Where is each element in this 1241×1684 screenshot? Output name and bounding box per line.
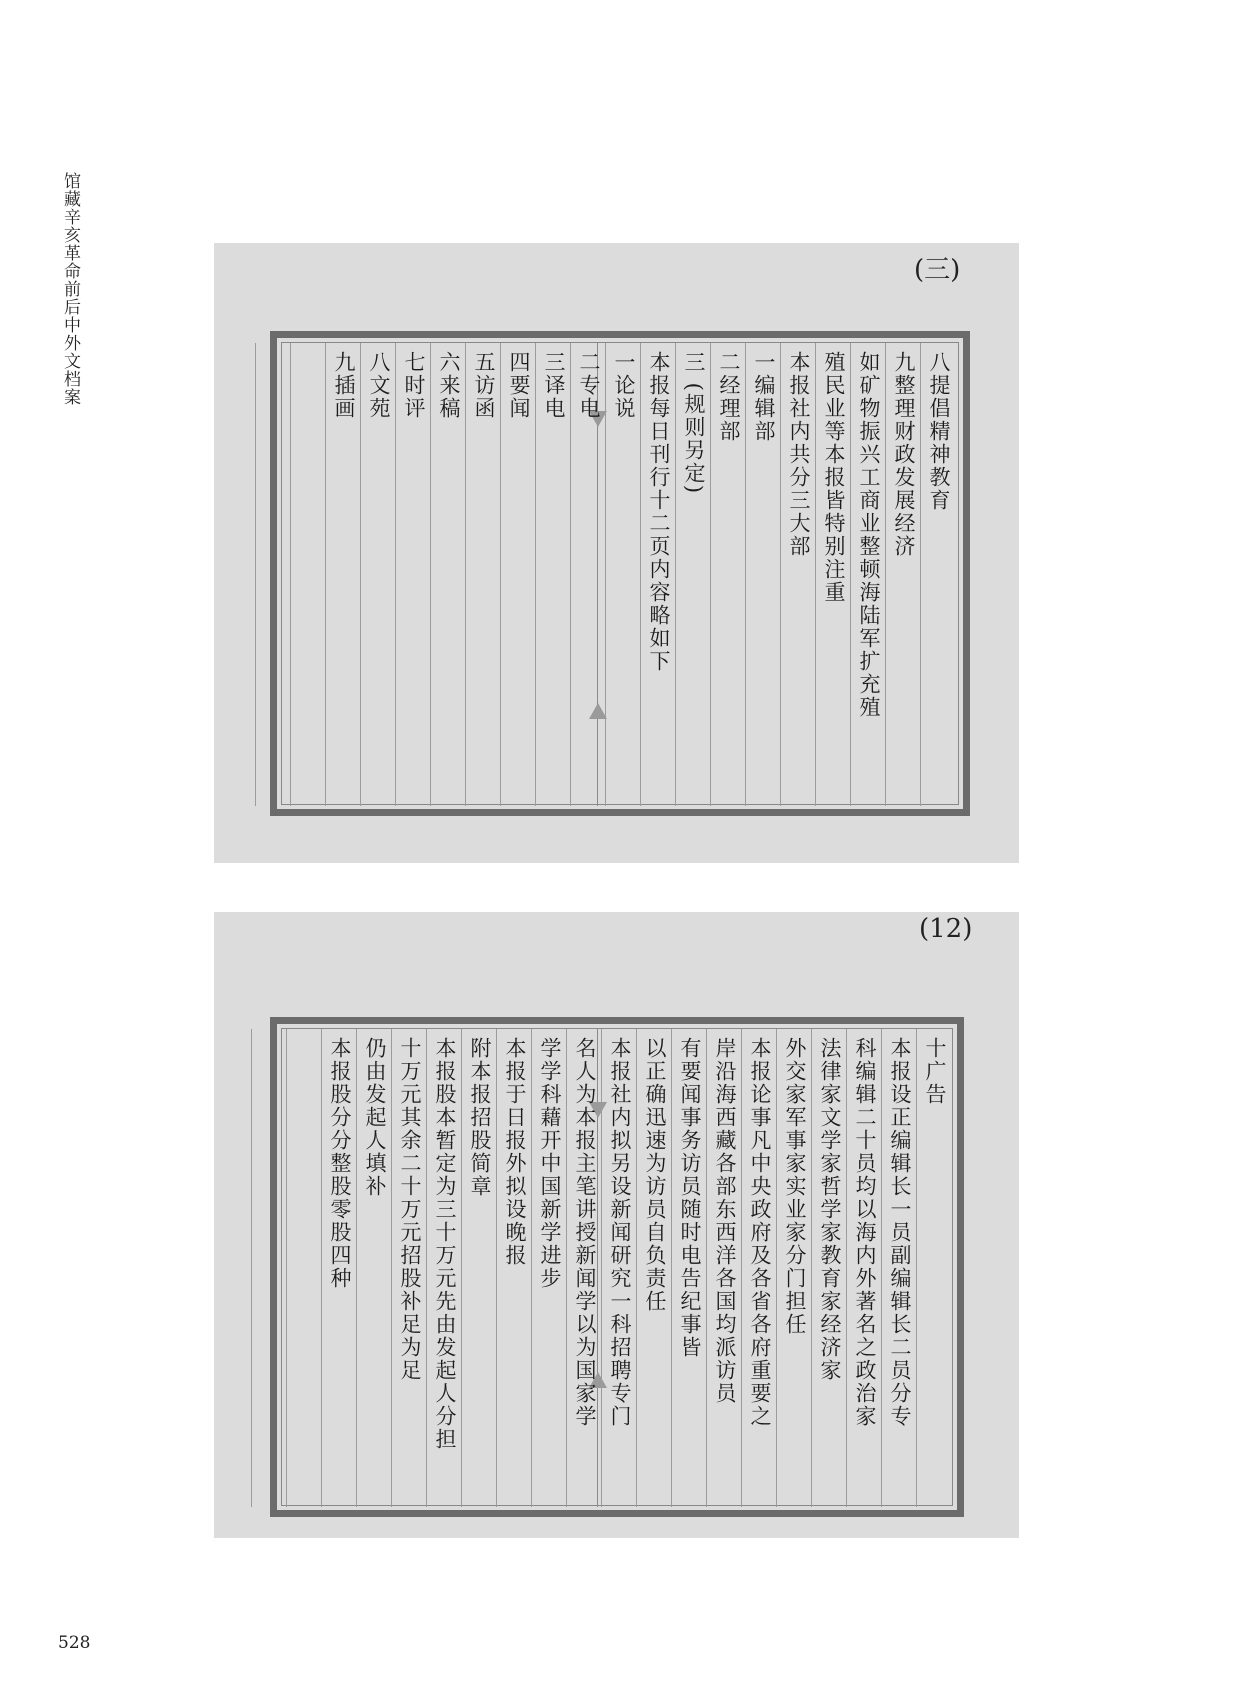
text-column [286, 1029, 321, 1507]
text-column: 如矿物振兴工商业整顿海陆军扩充殖 [850, 343, 885, 806]
text-column: 外交家军事家实业家分门担任 [776, 1029, 811, 1507]
text-column: 三 (规则另定) [675, 343, 710, 806]
text-column: 附本报招股简章 [461, 1029, 496, 1507]
text-column: 八提倡精神教育 [920, 343, 955, 806]
text-column: 四要闻 [500, 343, 535, 806]
text-column: 科编辑二十员均以海内外著名之政治家 [846, 1029, 881, 1507]
text-column: 学学科藉开中国新学进步 [531, 1029, 566, 1507]
text-column: 岸沿海西藏各部东西洋各国均派访员 [706, 1029, 741, 1507]
text-column: 名人为本报主笔讲授新闻学以为国家学 [566, 1029, 601, 1507]
text-column: 五访函 [465, 343, 500, 806]
document-page-photo [214, 243, 1019, 863]
text-column: 本报社内拟另设新闻研究一科招聘专门 [601, 1029, 636, 1507]
text-column: 本报设正编辑长一员副编辑长二员分专 [881, 1029, 916, 1507]
text-columns [281, 1029, 951, 1507]
text-column: 三译电 [535, 343, 570, 806]
text-column: 二专电 [570, 343, 605, 806]
text-column: 十万元其余二十万元招股补足为足 [391, 1029, 426, 1507]
text-column [290, 343, 325, 806]
page-serial-number: (三) [914, 255, 961, 285]
text-column: 二经理部 [710, 343, 745, 806]
text-column: 法律家文学家哲学家教育家经济家 [811, 1029, 846, 1507]
text-column: 仍由发起人填补 [356, 1029, 391, 1507]
text-column: 九插画 [325, 343, 360, 806]
text-column [251, 1029, 286, 1507]
text-column [255, 343, 290, 806]
page-serial-number: (12) [919, 914, 973, 944]
text-column: 七时评 [395, 343, 430, 806]
text-column: 九整理财政发展经济 [885, 343, 920, 806]
text-column: 有要闻事务访员随时电告纪事皆 [671, 1029, 706, 1507]
text-columns [281, 343, 955, 806]
text-column: 一论说 [605, 343, 640, 806]
text-column: 十广告 [916, 1029, 951, 1507]
text-column: 六来稿 [430, 343, 465, 806]
document-page-photo [214, 912, 1019, 1538]
text-column: 本报股本暂定为三十万元先由发起人分担 [426, 1029, 461, 1507]
text-column: 八文苑 [360, 343, 395, 806]
text-column: 一编辑部 [745, 343, 780, 806]
page-number: 528 [58, 1633, 91, 1653]
book-title: 馆藏辛亥革命前后中外文档案 [60, 172, 80, 406]
text-column: 本报社内共分三大部 [780, 343, 815, 806]
text-column: 本报每日刊行十二页内容略如下 [640, 343, 675, 806]
text-column: 本报股分分整股零股四种 [321, 1029, 356, 1507]
text-column: 本报论事凡中央政府及各省各府重要之 [741, 1029, 776, 1507]
text-column: 殖民业等本报皆特别注重 [815, 343, 850, 806]
text-column: 以正确迅速为访员自负责任 [636, 1029, 671, 1507]
text-column: 本报于日报外拟设晚报 [496, 1029, 531, 1507]
